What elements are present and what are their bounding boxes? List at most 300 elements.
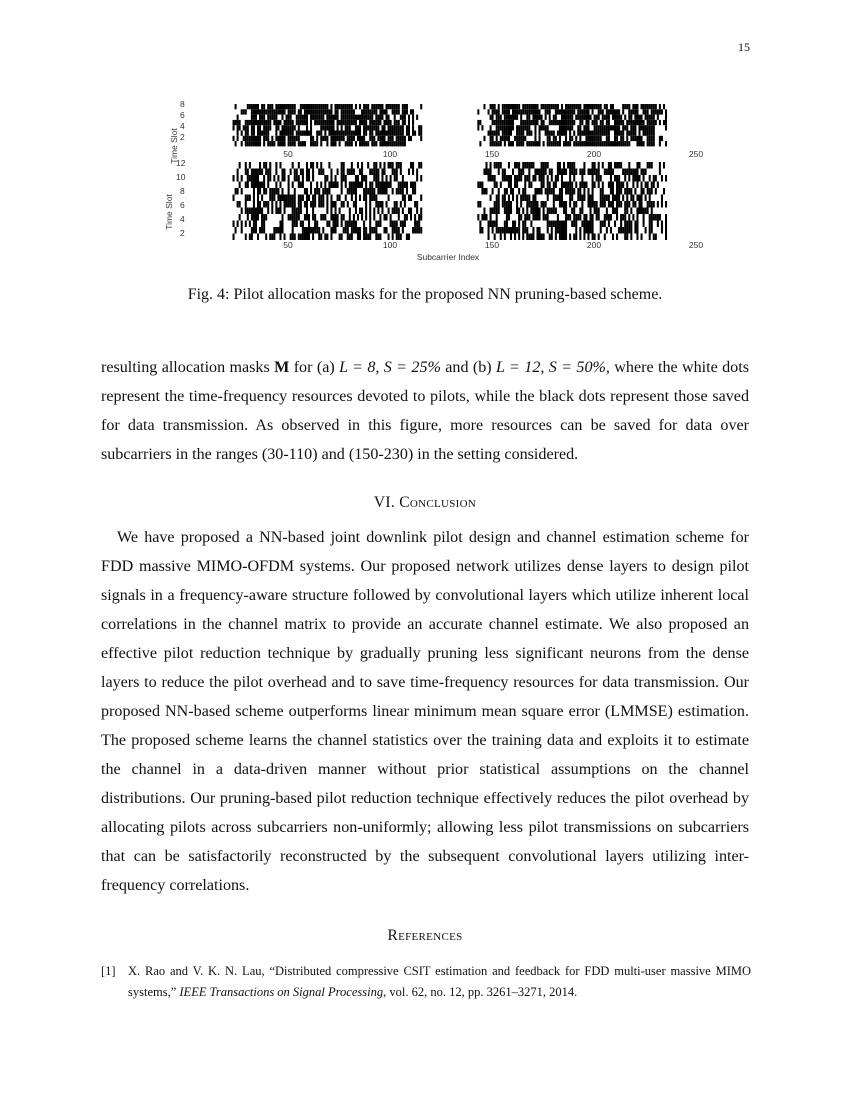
data-resource-cell bbox=[645, 125, 647, 130]
data-resource-cell bbox=[653, 141, 655, 146]
data-resource-cell bbox=[530, 208, 532, 215]
data-resource-cell bbox=[604, 234, 606, 241]
data-resource-cell bbox=[592, 182, 594, 189]
data-resource-cell bbox=[620, 201, 622, 208]
data-resource-cell bbox=[343, 227, 345, 234]
data-resource-cell bbox=[363, 125, 365, 130]
data-resource-cell bbox=[318, 188, 320, 195]
panel-b-xtick: 200 bbox=[586, 240, 602, 250]
data-resource-cell bbox=[267, 115, 269, 120]
data-resource-cell bbox=[386, 182, 388, 189]
data-resource-cell bbox=[410, 195, 412, 202]
math-setting-b: L = 12, S = 50% bbox=[496, 359, 606, 376]
data-resource-cell bbox=[259, 120, 261, 125]
data-resource-cell bbox=[304, 201, 306, 208]
data-resource-cell bbox=[237, 175, 239, 182]
data-resource-cell bbox=[643, 221, 645, 228]
data-resource-cell bbox=[510, 188, 512, 195]
data-resource-cell bbox=[318, 115, 320, 120]
data-resource-cell bbox=[492, 109, 494, 114]
data-resource-cell bbox=[265, 201, 267, 208]
data-resource-cell bbox=[583, 234, 585, 241]
data-resource-cell bbox=[649, 141, 651, 146]
data-resource-cell bbox=[502, 201, 504, 208]
data-resource-cell bbox=[377, 208, 379, 215]
data-resource-cell bbox=[545, 104, 547, 109]
data-resource-cell bbox=[606, 120, 608, 125]
data-resource-cell bbox=[355, 141, 357, 146]
data-resource-cell bbox=[643, 188, 645, 195]
data-resource-cell bbox=[504, 234, 506, 241]
data-resource-cell bbox=[247, 125, 249, 130]
data-resource-cell bbox=[532, 141, 534, 146]
data-resource-cell bbox=[275, 136, 277, 141]
data-resource-cell bbox=[626, 221, 628, 228]
data-resource-cell bbox=[249, 141, 251, 146]
data-resource-cell bbox=[583, 125, 585, 130]
data-resource-cell bbox=[598, 208, 600, 215]
data-resource-cell bbox=[284, 201, 286, 208]
data-resource-cell bbox=[555, 182, 557, 189]
data-resource-cell bbox=[337, 214, 339, 221]
data-resource-cell bbox=[339, 131, 341, 136]
data-resource-cell bbox=[530, 182, 532, 189]
data-resource-cell bbox=[373, 162, 375, 169]
data-resource-cell bbox=[233, 136, 235, 141]
data-resource-cell bbox=[281, 221, 283, 228]
data-resource-cell bbox=[373, 175, 375, 182]
data-resource-cell bbox=[239, 214, 241, 221]
data-resource-cell bbox=[279, 234, 281, 241]
data-resource-cell bbox=[534, 104, 536, 109]
data-resource-cell bbox=[606, 169, 608, 176]
intro-text: and (b) bbox=[440, 359, 497, 376]
data-resource-cell bbox=[273, 120, 275, 125]
data-resource-cell bbox=[259, 208, 261, 215]
data-resource-cell bbox=[551, 120, 553, 125]
data-resource-cell bbox=[294, 175, 296, 182]
data-resource-cell bbox=[573, 234, 575, 241]
data-resource-cell bbox=[263, 136, 265, 141]
data-resource-cell bbox=[526, 195, 528, 202]
data-resource-cell bbox=[504, 125, 506, 130]
data-resource-cell bbox=[653, 201, 655, 208]
data-resource-cell bbox=[341, 131, 343, 136]
data-resource-cell bbox=[661, 175, 663, 182]
data-resource-cell bbox=[361, 208, 363, 215]
data-resource-cell bbox=[351, 131, 353, 136]
data-resource-cell bbox=[561, 234, 563, 241]
data-resource-cell bbox=[269, 195, 271, 202]
data-resource-cell bbox=[335, 182, 337, 189]
data-resource-cell bbox=[347, 136, 349, 141]
data-resource-cell bbox=[500, 227, 502, 234]
data-resource-cell bbox=[496, 136, 498, 141]
data-resource-cell bbox=[330, 136, 332, 141]
data-resource-cell bbox=[412, 182, 414, 189]
data-resource-cell bbox=[624, 208, 626, 215]
data-resource-cell bbox=[655, 234, 657, 241]
data-resource-cell bbox=[496, 131, 498, 136]
data-resource-cell bbox=[412, 125, 414, 130]
data-resource-cell bbox=[649, 162, 651, 169]
data-resource-cell bbox=[265, 234, 267, 241]
data-resource-cell bbox=[261, 195, 263, 202]
data-resource-cell bbox=[553, 115, 555, 120]
data-resource-cell bbox=[255, 208, 257, 215]
data-resource-cell bbox=[545, 188, 547, 195]
data-resource-cell bbox=[392, 104, 394, 109]
data-resource-cell bbox=[549, 115, 551, 120]
data-resource-cell bbox=[332, 125, 334, 130]
data-resource-cell bbox=[377, 104, 379, 109]
data-resource-cell bbox=[638, 201, 640, 208]
data-resource-cell bbox=[494, 162, 496, 169]
data-resource-cell bbox=[279, 131, 281, 136]
data-resource-cell bbox=[622, 195, 624, 202]
data-resource-cell bbox=[536, 141, 538, 146]
data-resource-cell bbox=[561, 120, 563, 125]
data-resource-cell bbox=[583, 188, 585, 195]
data-resource-cell bbox=[381, 136, 383, 141]
data-resource-cell bbox=[341, 221, 343, 228]
data-resource-cell bbox=[367, 188, 369, 195]
data-resource-cell bbox=[608, 214, 610, 221]
data-resource-cell bbox=[649, 115, 651, 120]
data-resource-cell bbox=[600, 125, 602, 130]
data-resource-cell bbox=[298, 109, 300, 114]
data-resource-cell bbox=[545, 125, 547, 130]
data-resource-cell bbox=[400, 115, 402, 120]
data-resource-cell bbox=[657, 221, 659, 228]
data-resource-cell bbox=[518, 131, 520, 136]
data-resource-cell bbox=[290, 104, 292, 109]
data-resource-cell bbox=[536, 109, 538, 114]
data-resource-cell bbox=[479, 182, 481, 189]
data-resource-cell bbox=[581, 169, 583, 176]
data-resource-cell bbox=[245, 169, 247, 176]
data-resource-cell bbox=[557, 109, 559, 114]
data-resource-cell bbox=[296, 175, 298, 182]
data-resource-cell bbox=[396, 221, 398, 228]
data-resource-cell bbox=[481, 214, 483, 221]
data-resource-cell bbox=[337, 104, 339, 109]
data-resource-cell bbox=[555, 120, 557, 125]
data-resource-cell bbox=[532, 109, 534, 114]
data-resource-cell bbox=[298, 175, 300, 182]
data-resource-cell bbox=[624, 188, 626, 195]
data-resource-cell bbox=[567, 125, 569, 130]
data-resource-cell bbox=[516, 141, 518, 146]
data-resource-cell bbox=[498, 162, 500, 169]
data-resource-cell bbox=[408, 136, 410, 141]
data-resource-cell bbox=[392, 141, 394, 146]
data-resource-cell bbox=[398, 162, 400, 169]
data-resource-cell bbox=[288, 195, 290, 202]
data-resource-cell bbox=[481, 182, 483, 189]
data-resource-cell bbox=[363, 131, 365, 136]
data-resource-cell bbox=[518, 221, 520, 228]
reference-details: , vol. 62, no. 12, pp. 3261–3271, 2014. bbox=[383, 985, 578, 999]
data-resource-cell bbox=[541, 125, 543, 130]
data-resource-cell bbox=[524, 182, 526, 189]
data-resource-cell bbox=[341, 182, 343, 189]
data-resource-cell bbox=[655, 120, 657, 125]
data-resource-cell bbox=[330, 141, 332, 146]
data-resource-cell bbox=[504, 169, 506, 176]
data-resource-cell bbox=[559, 131, 561, 136]
data-resource-cell bbox=[324, 136, 326, 141]
data-resource-cell bbox=[590, 141, 592, 146]
data-resource-cell bbox=[663, 188, 665, 195]
data-resource-cell bbox=[624, 104, 626, 109]
data-resource-cell bbox=[504, 141, 506, 146]
data-resource-cell bbox=[494, 141, 496, 146]
data-resource-cell bbox=[314, 188, 316, 195]
data-resource-cell bbox=[504, 195, 506, 202]
data-resource-cell bbox=[632, 136, 634, 141]
data-resource-cell bbox=[402, 195, 404, 202]
data-resource-cell bbox=[316, 131, 318, 136]
data-resource-cell bbox=[345, 221, 347, 228]
data-resource-cell bbox=[322, 115, 324, 120]
data-resource-cell bbox=[545, 169, 547, 176]
data-resource-cell bbox=[310, 182, 312, 189]
data-resource-cell bbox=[655, 214, 657, 221]
data-resource-cell bbox=[624, 227, 626, 234]
data-resource-cell bbox=[528, 109, 530, 114]
data-resource-cell bbox=[522, 109, 524, 114]
data-resource-cell bbox=[483, 188, 485, 195]
data-resource-cell bbox=[392, 131, 394, 136]
data-resource-cell bbox=[275, 125, 277, 130]
data-resource-cell bbox=[288, 125, 290, 130]
data-resource-cell bbox=[602, 109, 604, 114]
data-resource-cell bbox=[541, 182, 543, 189]
data-resource-cell bbox=[414, 188, 416, 195]
data-resource-cell bbox=[583, 169, 585, 176]
data-resource-cell bbox=[398, 131, 400, 136]
data-resource-cell bbox=[322, 136, 324, 141]
data-resource-cell bbox=[651, 188, 653, 195]
data-resource-cell bbox=[532, 120, 534, 125]
data-resource-cell bbox=[590, 136, 592, 141]
data-resource-cell bbox=[549, 136, 551, 141]
data-resource-cell bbox=[620, 141, 622, 146]
data-resource-cell bbox=[243, 109, 245, 114]
data-resource-cell bbox=[302, 141, 304, 146]
data-resource-cell bbox=[349, 125, 351, 130]
data-resource-cell bbox=[510, 131, 512, 136]
data-resource-cell bbox=[651, 182, 653, 189]
data-resource-cell bbox=[337, 136, 339, 141]
data-resource-cell bbox=[634, 104, 636, 109]
data-resource-cell bbox=[318, 234, 320, 241]
data-resource-cell bbox=[400, 182, 402, 189]
data-resource-cell bbox=[330, 109, 332, 114]
data-resource-cell bbox=[504, 221, 506, 228]
data-resource-cell bbox=[343, 120, 345, 125]
data-resource-cell bbox=[539, 115, 541, 120]
data-resource-cell bbox=[304, 109, 306, 114]
data-resource-cell bbox=[587, 195, 589, 202]
data-resource-cell bbox=[626, 182, 628, 189]
data-resource-cell bbox=[402, 131, 404, 136]
data-resource-cell bbox=[543, 175, 545, 182]
data-resource-cell bbox=[398, 208, 400, 215]
data-resource-cell bbox=[361, 136, 363, 141]
data-resource-cell bbox=[565, 125, 567, 130]
data-resource-cell bbox=[292, 125, 294, 130]
data-resource-cell bbox=[357, 234, 359, 241]
data-resource-cell bbox=[249, 162, 251, 169]
data-resource-cell bbox=[647, 109, 649, 114]
data-resource-cell bbox=[253, 141, 255, 146]
data-resource-cell bbox=[498, 227, 500, 234]
data-resource-cell bbox=[585, 125, 587, 130]
data-resource-cell bbox=[259, 227, 261, 234]
data-resource-cell bbox=[345, 182, 347, 189]
data-resource-cell bbox=[643, 141, 645, 146]
data-resource-cell bbox=[253, 227, 255, 234]
data-resource-cell bbox=[381, 201, 383, 208]
data-resource-cell bbox=[375, 120, 377, 125]
data-resource-cell bbox=[406, 131, 408, 136]
data-resource-cell bbox=[302, 169, 304, 176]
data-resource-cell bbox=[326, 109, 328, 114]
data-resource-cell bbox=[235, 120, 237, 125]
data-resource-cell bbox=[520, 131, 522, 136]
data-resource-cell bbox=[263, 125, 265, 130]
data-resource-cell bbox=[335, 136, 337, 141]
data-resource-cell bbox=[310, 136, 312, 141]
data-resource-cell bbox=[608, 162, 610, 169]
data-resource-cell bbox=[314, 221, 316, 228]
data-resource-cell bbox=[500, 115, 502, 120]
data-resource-cell bbox=[369, 125, 371, 130]
data-resource-cell bbox=[651, 162, 653, 169]
data-resource-cell bbox=[622, 104, 624, 109]
data-resource-cell bbox=[361, 175, 363, 182]
data-resource-cell bbox=[414, 201, 416, 208]
data-resource-cell bbox=[302, 104, 304, 109]
data-resource-cell bbox=[663, 104, 665, 109]
data-resource-cell bbox=[490, 169, 492, 176]
data-resource-cell bbox=[592, 227, 594, 234]
data-resource-cell bbox=[559, 234, 561, 241]
data-resource-cell bbox=[520, 109, 522, 114]
panel-b-ytick: 2 bbox=[180, 228, 185, 238]
data-resource-cell bbox=[565, 136, 567, 141]
data-resource-cell bbox=[616, 141, 618, 146]
data-resource-cell bbox=[569, 162, 571, 169]
data-resource-cell bbox=[310, 120, 312, 125]
data-resource-cell bbox=[539, 175, 541, 182]
data-resource-cell bbox=[263, 120, 265, 125]
data-resource-cell bbox=[267, 169, 269, 176]
data-resource-cell bbox=[641, 136, 643, 141]
data-resource-cell bbox=[302, 131, 304, 136]
data-resource-cell bbox=[641, 195, 643, 202]
data-resource-cell bbox=[375, 195, 377, 202]
data-resource-cell bbox=[539, 208, 541, 215]
data-resource-cell bbox=[490, 162, 492, 169]
data-resource-cell bbox=[306, 162, 308, 169]
data-resource-cell bbox=[490, 175, 492, 182]
data-resource-cell bbox=[563, 115, 565, 120]
data-resource-cell bbox=[343, 136, 345, 141]
data-resource-cell bbox=[381, 182, 383, 189]
data-resource-cell bbox=[622, 131, 624, 136]
data-resource-cell bbox=[647, 136, 649, 141]
data-resource-cell bbox=[649, 234, 651, 241]
data-resource-cell bbox=[322, 104, 324, 109]
data-resource-cell bbox=[335, 175, 337, 182]
data-resource-cell bbox=[614, 162, 616, 169]
data-resource-cell bbox=[341, 136, 343, 141]
data-resource-cell bbox=[483, 136, 485, 141]
data-resource-cell bbox=[618, 227, 620, 234]
data-resource-cell bbox=[259, 131, 261, 136]
data-resource-cell bbox=[420, 162, 422, 169]
data-resource-cell bbox=[365, 175, 367, 182]
data-resource-cell bbox=[541, 234, 543, 241]
data-resource-cell bbox=[606, 115, 608, 120]
data-resource-cell bbox=[636, 136, 638, 141]
data-resource-cell bbox=[561, 201, 563, 208]
data-resource-cell bbox=[583, 162, 585, 169]
data-resource-cell bbox=[614, 195, 616, 202]
data-resource-cell bbox=[394, 227, 396, 234]
data-resource-cell bbox=[571, 221, 573, 228]
data-resource-cell bbox=[292, 182, 294, 189]
data-resource-cell bbox=[587, 136, 589, 141]
data-resource-cell bbox=[394, 131, 396, 136]
data-resource-cell bbox=[579, 195, 581, 202]
data-resource-cell bbox=[271, 109, 273, 114]
data-resource-cell bbox=[400, 188, 402, 195]
data-resource-cell bbox=[251, 208, 253, 215]
data-resource-cell bbox=[651, 115, 653, 120]
data-resource-cell bbox=[322, 109, 324, 114]
data-resource-cell bbox=[551, 104, 553, 109]
data-resource-cell bbox=[359, 208, 361, 215]
data-resource-cell bbox=[335, 214, 337, 221]
data-resource-cell bbox=[569, 109, 571, 114]
data-resource-cell bbox=[310, 188, 312, 195]
data-resource-cell bbox=[555, 234, 557, 241]
data-resource-cell bbox=[257, 175, 259, 182]
data-resource-cell bbox=[651, 227, 653, 234]
data-resource-cell bbox=[490, 208, 492, 215]
data-resource-cell bbox=[553, 195, 555, 202]
data-resource-cell bbox=[322, 125, 324, 130]
data-resource-cell bbox=[514, 227, 516, 234]
data-resource-cell bbox=[396, 125, 398, 130]
data-resource-cell bbox=[404, 109, 406, 114]
data-resource-cell bbox=[594, 169, 596, 176]
data-resource-cell bbox=[602, 162, 604, 169]
data-resource-cell bbox=[390, 141, 392, 146]
data-resource-cell bbox=[347, 104, 349, 109]
data-resource-cell bbox=[626, 227, 628, 234]
data-resource-cell bbox=[553, 131, 555, 136]
data-resource-cell bbox=[536, 120, 538, 125]
data-resource-cell bbox=[277, 227, 279, 234]
data-resource-cell bbox=[522, 141, 524, 146]
data-resource-cell bbox=[318, 120, 320, 125]
data-resource-cell bbox=[318, 131, 320, 136]
